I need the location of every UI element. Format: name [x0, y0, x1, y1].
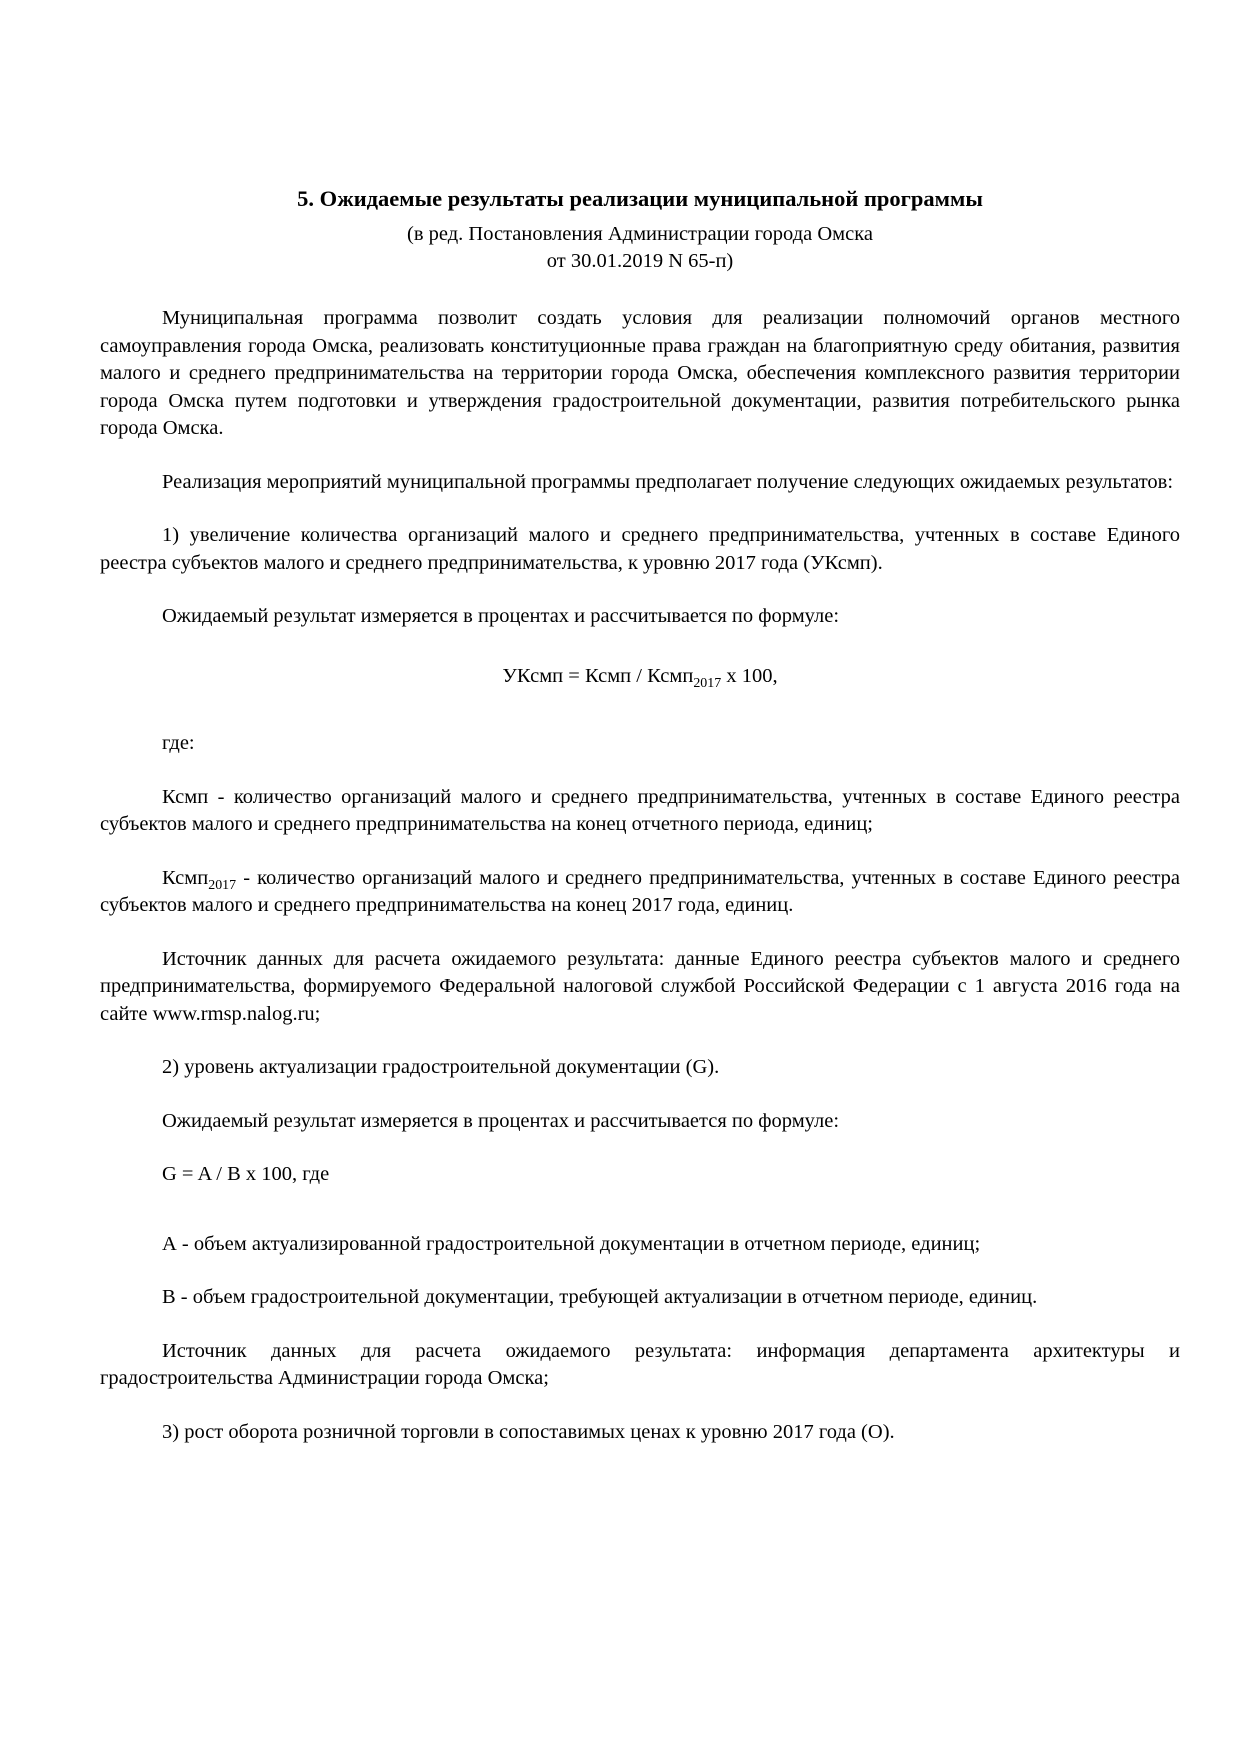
- paragraph: Муниципальная программа позволит создать условия для реализации полномочий органов местного самоуправления города Омска, реализовать конституционные права граждан на благоприятную среду обитания, развития малого и среднего предпринимательства на территории города Омска, обеспечения комплексного развития территории города Омска путем подготовки и утверждения градостроительной документации, развития потребительского рынка города Омска.: [100, 307, 1180, 439]
- subscript: 2017: [208, 877, 237, 893]
- paragraph: 3) рост оборота розничной торговли в сопоставимых ценах к уровню 2017 года (О).: [162, 1420, 895, 1443]
- paragraph: 1) увеличение количества организаций малого и среднего предпринимательства, учтенных в составе Единого реестра субъектов малого и среднего предпринимательства, к уровню 2017 года (УКсмп).: [100, 524, 1180, 574]
- paragraph: 2) уровень актуализации градостроительной документации (G).: [162, 1056, 720, 1078]
- paragraph-list: [100, 305, 1180, 1472]
- paragraph: Реализация мероприятий муниципальной программы предполагает получение следующих ожидаемых результатов:: [162, 470, 1174, 493]
- paragraph: А - объем актуализированной градостроительной документации в отчетном периоде, единиц;: [162, 1232, 981, 1255]
- section-title: 5. Ожидаемые результаты реализации муниципальной программы: [297, 186, 983, 211]
- subscript: 2017: [693, 675, 722, 691]
- paragraph: Ксмп$_{2017}$ - количество организаций малого и среднего предпринимательства, учтенных в составе Единого реестра субъектов малого и среднего предпринимательства на конец 2017 года, единиц.: [100, 866, 1180, 916]
- paragraph: Источник данных для расчета ожидаемого результата: данные Единого реестра субъектов малого и среднего предпринимательства, формируемого Федеральной налоговой службой Российской Федерации с 1 августа 2016 года на сайте www.rmsp.nalog.ru;: [100, 947, 1180, 1025]
- paragraph: где:: [162, 732, 195, 754]
- paragraph: Ожидаемый результат измеряется в процентах и рассчитывается по формуле:: [162, 1109, 840, 1132]
- amendment-note-line2: от 30.01.2019 N 65-п): [546, 250, 734, 272]
- document-content: [100, 185, 1180, 1472]
- formula: G = A / B x 100, где: [162, 1163, 330, 1185]
- paragraph: Ксмп - количество организаций малого и среднего предпринимательства, учтенных в составе Единого реестра субъектов малого и среднего предпринимательства на конец отчетного периода, единиц;: [100, 785, 1180, 835]
- paragraph: Ожидаемый результат измеряется в процентах и рассчитывается по формуле:: [162, 605, 840, 627]
- paragraph: Источник данных для расчета ожидаемого результата: информация департамента архитектуры и градостроительства Администрации города Омска;: [100, 1339, 1180, 1389]
- formula: УКсмп = Ксмп / Ксмп$_{2017}$ х 100,: [502, 664, 778, 691]
- amendment-note-line1: (в ред. Постановления Администрации города Омска: [407, 223, 873, 245]
- paragraph: В - объем градостроительной документации, требующей актуализации в отчетном периоде, единиц.: [162, 1286, 1038, 1308]
